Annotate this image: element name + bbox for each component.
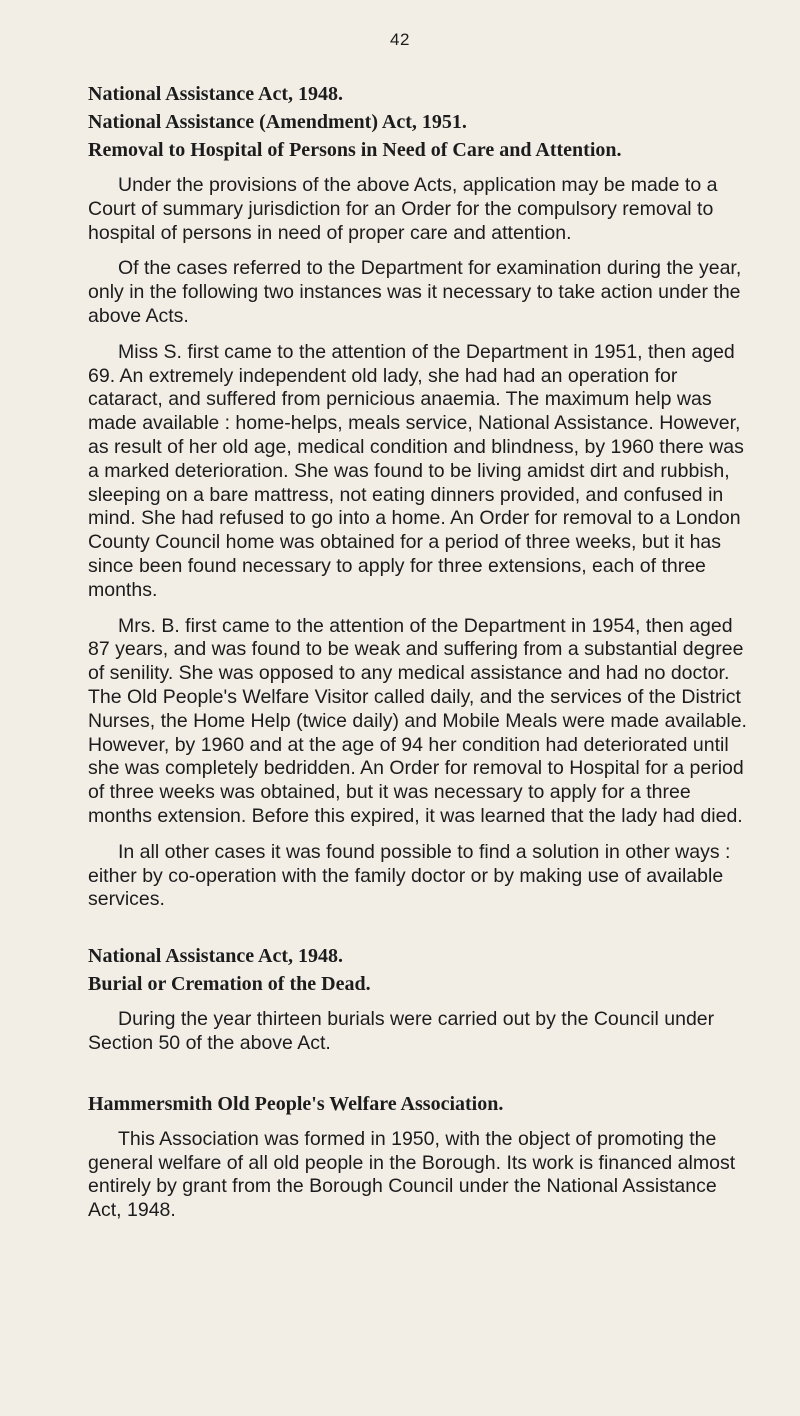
section-heading: National Assistance Act, 1948. [88, 945, 343, 968]
body-paragraph: Of the cases referred to the Department for examination during the year, only in the following two instances was it necessary to take action under the above Acts. [88, 257, 742, 327]
section-heading: National Assistance Act, 1948. [88, 83, 343, 105]
section-heading: Burial or Cremation of the Dead. [88, 973, 371, 996]
page-number: 42 [390, 30, 410, 49]
section-burial-or-cremation [88, 942, 748, 1056]
body-paragraph: Under the provisions of the above Acts, application may be made to a Court of summary jurisdiction for an Order for the compulsory removal to hospital of persons in need of proper care and attention. [88, 174, 718, 244]
section-old-peoples-welfare-association [88, 1090, 748, 1223]
body-paragraph: Mrs. B. first came to the attention of the Department in 1954, then aged 87 years, and was found to be weak and suffering from a substantial degree of senility. She was opposed to any medical assistance and had no doctor. The Old People's Welfare Visitor called daily, and the services of the District Nurses, the Home Help (twice daily) and Mobile Meals were made available. However, by 1960 and at the age of 94 her condition had deteriorated until she was completely bedridden. An Order for removal to Hospital for a period of three weeks was obtained, but it was necessary to apply for a three months extension. Before this expired, it was learned that the lady had died. [88, 614, 747, 827]
section-heading: Removal to Hospital of Persons in Need of Care and Attention. [88, 139, 622, 161]
section-removal-to-hospital [88, 80, 748, 912]
page-content [88, 80, 748, 1223]
section-heading: Hammersmith Old People's Welfare Association. [88, 1092, 504, 1115]
body-paragraph: During the year thirteen burials were carried out by the Council under Section 50 of the above Act. [88, 1008, 715, 1054]
body-paragraph: In all other cases it was found possible to find a solution in other ways : either by co-operation with the family doctor or by making use of available services. [88, 840, 731, 911]
body-paragraph: Miss S. first came to the attention of the Department in 1951, then aged 69. An extremely independent old lady, she had had an operation for cataract, and suffered from pernicious anaemia. The maximum help was made available : home-helps, meals service, National Assistance. However, as result of her old age, medical condition and blindness, by 1960 there was a marked deterioration. She was found to be living amidst dirt and rubbish, sleeping on a bare mattress, not eating dinners provided, and confused in mind. She had refused to go into a home. An Order for removal to a London County Council home was obtained for a period of three weeks, but it has since been found necessary to apply for three extensions, each of three months. [88, 340, 744, 601]
section-heading: National Assistance (Amendment) Act, 1951. [88, 111, 467, 133]
body-paragraph: This Association was formed in 1950, with the object of promoting the general welfare of all old people in the Borough. Its work is financed almost entirely by grant from the Borough Council under the National Assistance Act, 1948. [88, 1127, 736, 1222]
